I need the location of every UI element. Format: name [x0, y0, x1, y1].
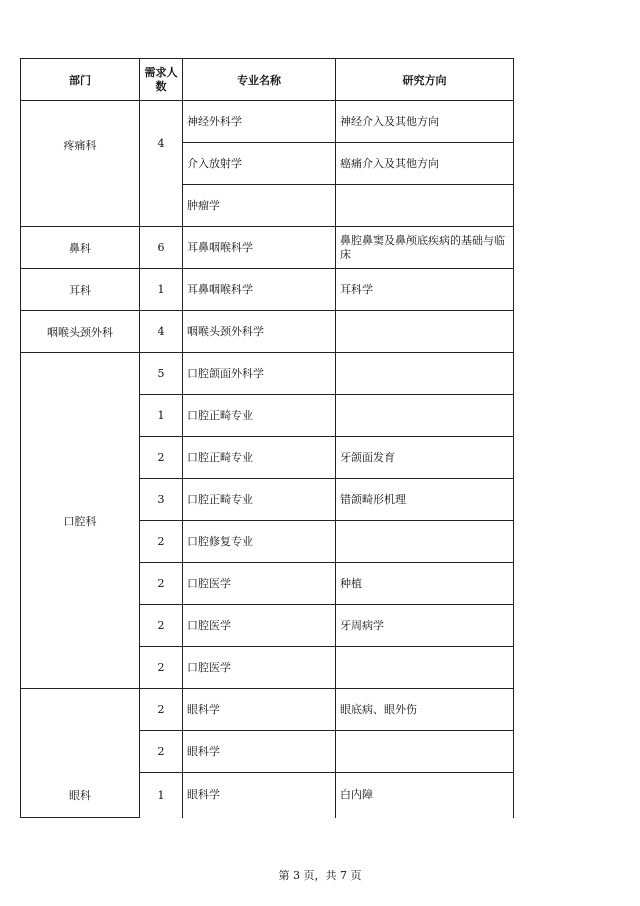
direction-cell [336, 521, 514, 563]
direction-cell [336, 311, 514, 353]
table-row [21, 227, 514, 269]
major-cell: 口腔医学 [183, 563, 336, 605]
page-footer: 第 3 页，共 7 页 [278, 869, 362, 882]
direction-cell: 白内障 [336, 773, 514, 818]
dept-cell: 疼痛科 [21, 101, 140, 227]
direction-cell: 牙颌面发育 [336, 437, 514, 479]
count-cell: 5 [140, 353, 183, 395]
major-cell: 口腔医学 [183, 647, 336, 689]
count-cell: 1 [140, 773, 183, 818]
count-cell: 4 [140, 311, 183, 353]
major-cell: 眼科学 [183, 689, 336, 731]
count-cell: 4 [140, 101, 183, 227]
dept-cell: 咽喉头颈外科 [21, 311, 140, 353]
major-cell: 口腔正畸专业 [183, 437, 336, 479]
direction-cell [336, 647, 514, 689]
dept-cell: 耳科 [21, 269, 140, 311]
table-row [21, 353, 514, 395]
header-count: 需求人数 [140, 59, 183, 101]
header-direction: 研究方向 [336, 59, 514, 101]
direction-cell [336, 395, 514, 437]
major-cell: 口腔正畸专业 [183, 395, 336, 437]
count-cell: 2 [140, 647, 183, 689]
table-row [21, 689, 514, 731]
direction-cell: 错颌畸形机理 [336, 479, 514, 521]
header-row [21, 59, 514, 101]
count-cell: 6 [140, 227, 183, 269]
count-cell: 2 [140, 521, 183, 563]
direction-cell: 眼底病、眼外伤 [336, 689, 514, 731]
major-cell: 口腔正畸专业 [183, 479, 336, 521]
dept-cell: 眼科 [21, 689, 140, 818]
count-cell: 2 [140, 563, 183, 605]
table-row [21, 269, 514, 311]
count-cell: 2 [140, 437, 183, 479]
major-cell: 咽喉头颈外科学 [183, 311, 336, 353]
count-cell: 2 [140, 731, 183, 773]
count-cell: 3 [140, 479, 183, 521]
header-dept: 部门 [21, 59, 140, 101]
count-cell: 2 [140, 605, 183, 647]
direction-cell [336, 731, 514, 773]
dept-cell: 口腔科 [21, 353, 140, 689]
major-cell: 耳鼻咽喉科学 [183, 269, 336, 311]
dept-cell: 鼻科 [21, 227, 140, 269]
major-cell: 神经外科学 [183, 101, 336, 143]
table-row [21, 311, 514, 353]
direction-cell [336, 185, 514, 227]
direction-cell: 癌痛介入及其他方向 [336, 143, 514, 185]
major-cell: 口腔修复专业 [183, 521, 336, 563]
major-cell: 眼科学 [183, 773, 336, 818]
table-row [21, 101, 514, 143]
major-cell: 眼科学 [183, 731, 336, 773]
direction-cell [336, 353, 514, 395]
count-cell: 1 [140, 269, 183, 311]
direction-cell: 牙周病学 [336, 605, 514, 647]
direction-cell: 耳科学 [336, 269, 514, 311]
major-cell: 肿瘤学 [183, 185, 336, 227]
direction-cell: 鼻腔鼻窦及鼻颅底疾病的基础与临床 [336, 227, 514, 269]
major-cell: 介入放射学 [183, 143, 336, 185]
header-major: 专业名称 [183, 59, 336, 101]
count-cell: 1 [140, 395, 183, 437]
direction-cell: 神经介入及其他方向 [336, 101, 514, 143]
recruitment-table [20, 58, 514, 818]
count-cell: 2 [140, 689, 183, 731]
major-cell: 口腔医学 [183, 605, 336, 647]
direction-cell: 种植 [336, 563, 514, 605]
major-cell: 耳鼻咽喉科学 [183, 227, 336, 269]
major-cell: 口腔颌面外科学 [183, 353, 336, 395]
